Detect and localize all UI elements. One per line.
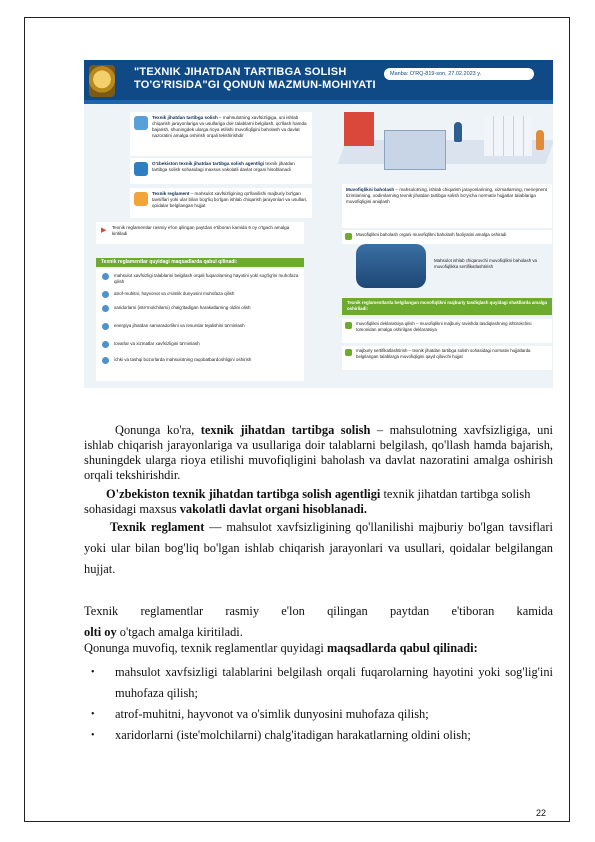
card-lead: O'zbekiston texnik jihatdan tartibga solish agentligi: [152, 161, 265, 166]
red-machine-illustration: [344, 112, 374, 146]
agency-card: [130, 158, 312, 184]
building-icon: [134, 162, 148, 176]
goal-item: [96, 273, 304, 284]
goal-text: atrof-muhitni, hayvonot va o'simlik dunyosini muhofaza qilish: [114, 291, 235, 296]
goal-item: [96, 341, 304, 347]
card-lead: Texnik reglament: [152, 191, 190, 196]
card-body: – mahsulot xavfsizligining qo'llanilishi majburiy bo'lgan tavsiflari yoki ular bilan bog'liq bo'lgan ishlab chiqarish jarayonlari va usullari, qoidalar belgilangan hujjat: [152, 191, 308, 208]
lab-worker-icon: [134, 116, 148, 130]
paragraph-goals-intro: [84, 641, 553, 656]
declaration-card: [342, 319, 552, 343]
goal-icon: [102, 341, 109, 348]
text-run: o'tgach amalga kiritiladi.: [116, 625, 243, 639]
paragraph-six-months: [84, 601, 553, 643]
bold-term: vakolatli davlat organi hisoblanadi.: [179, 502, 367, 516]
goal-item: [96, 305, 304, 311]
goal-item: [96, 291, 304, 297]
goals-bullet-list: [84, 662, 553, 746]
page-number: 22: [536, 808, 547, 818]
goal-item: [96, 357, 304, 363]
text-run: Qonunga muvofiq, texnik reglamentlar quyidagi: [84, 641, 327, 655]
bold-term: Texnik reglament: [110, 520, 205, 534]
note-text: Mahsulot ishlab chiqaruvchi muvofiqlikni baholash va muvofiqlikka sertifikatlashtirish: [434, 258, 537, 269]
note-text: Muvofiqlikni baholash organi muvofiqlikni baholash faoliyatini amalga oshiradi: [356, 232, 507, 237]
goal-text: ichki va tashqi bozorlarda mahsulotning raqobatbardoshligini oshirish: [114, 357, 252, 362]
bold-term: O'zbekiston texnik jihatdan tartibga solish agentligi: [106, 487, 381, 501]
goal-icon: [102, 273, 109, 280]
list-item: • xaridorlarni (iste'molchilarni) chalg'itadigan harakatlarning oldini olish;: [84, 725, 553, 746]
goal-icon: [102, 323, 109, 330]
check-icon: [345, 322, 352, 329]
card-lead: Texnik jihatdan tartibga solish: [152, 115, 218, 120]
goal-icon: [102, 305, 109, 312]
list-item: • atrof-muhitni, hayvonot va o'simlik dunyosini muhofaza qilish;: [84, 704, 553, 725]
definition-card: [130, 112, 312, 156]
worker-icon: [134, 192, 148, 206]
card-body: – mahsulotning, ishlab chiqarish jarayonlarining, xizmatlarning, menejment tizimlarining, xodimlarning texnik jihatdan tartibga solish bo'yicha normativ hujjatlar talablariga muvofiqligini aniqlash: [346, 187, 547, 204]
check-icon: [345, 349, 352, 356]
bold-term: olti oy: [84, 625, 117, 639]
goal-text: xaridorlarni (iste'molchilarni) chalg'itadigan harakatlarning oldini olish: [114, 305, 251, 310]
card-body: – mahsulotning xavfsizligiga, uni ishlab chiqarish jarayonlariga va usullariga doir talablarni belgilash, qo'llash hamda bajarish, shuningdek ularga rioya etilishi muvofiqligini baholash va davlat nazoratini amalga oshirish orqali tekshirishdir: [152, 115, 307, 138]
note-text: Texnik reglamentlar rasmiy e'lon qilingan paytdan e'tiboran kamida 6 oy o'tgach amalga kiritiladi: [112, 225, 290, 236]
goals-list: [96, 269, 304, 381]
note-conformity-body: [342, 230, 552, 244]
factory-machine-illustration: [384, 130, 446, 170]
confirmation-banner: Texnik reglamentlarda belgilangan muvofiqlikni majburiy tasdiqlash quyidagi shakllarda amalga oshiriladi:: [342, 298, 552, 315]
goals-banner: Texnik reglamentlar quyidagi maqsadlarda qabul qilinadi:: [96, 258, 304, 267]
note-manufacturer: [430, 256, 552, 280]
worker-figure-icon: [536, 130, 544, 150]
goal-text: mahsulot xavfsizligi talablarini belgilash orqali fuqarolarning hayotini yoki sog'lig'ini muhofaza qilish: [114, 273, 299, 284]
regulation-card: [130, 188, 312, 218]
turbine-illustration: [356, 244, 426, 288]
certification-card: [342, 346, 552, 370]
goal-text: energiya jihatdan samaradorlikni va resurslar tejalishini ta'minlash: [114, 323, 245, 328]
goal-icon: [102, 291, 109, 298]
state-emblem-icon: [89, 65, 115, 97]
infographic-title: "TEXNIK JIHATDAN TARTIBGA SOLISH TO'G'RISIDA"GI QONUN MAZMUN-MOHIYATI: [134, 66, 376, 91]
paragraph-definition: [84, 423, 553, 483]
text-run: — mahsulot xavfsizligining qo'llanilishi majburiy bo'lgan tavsiflari yoki ular bilan bog'liq bo'lgan ishlab chiqarish jarayonlari va usullari, qoidalar belgilangan hujjat.: [84, 520, 553, 576]
text-run: texnik jihatdan tartibga solish sohasidagi maxsus: [84, 487, 531, 516]
form-text: muvofiqlikni deklaratsiya qilish – muvofiqlikni majburiy ravishda tasdiqlashning ishtirokchisi tomonidan amalga oshirilgan deklaratsiya: [356, 321, 532, 332]
text-run: Qonunga ko'ra,: [115, 423, 201, 437]
card-lead: Muvofiqlikni baholash: [346, 187, 395, 192]
arrow-icon: ▶: [101, 227, 107, 234]
text-run: – mahsulotning xavfsizligiga, uni ishlab chiqarish jarayonlariga va usullariga doir talablarni belgilash, qo'llash hamda bajarish, shuningdek ularga rioya etilishi muvofiqligini baholash va davlat nazoratini amalga oshirish orqali tekshirishdir.: [84, 423, 553, 482]
boxes-illustration: [484, 116, 532, 156]
bold-term: maqsadlarda qabul qilinadi:: [326, 641, 478, 655]
header-accent-bar: [84, 100, 553, 104]
goal-icon: [102, 357, 109, 364]
note-six-months: [96, 222, 304, 244]
text-run: Texnik reglamentlar rasmiy e'lon qilingan paytdan e'tiboran kamida: [84, 604, 553, 618]
worker-figure-icon: [454, 122, 462, 142]
goal-text: tovarlar va xizmatlar xavfsizligini ta'minlash: [114, 341, 200, 346]
paragraph-agency: [84, 487, 553, 517]
list-item: • mahsulot xavfsizligi talablarini belgilash orqali fuqarolarning hayotini yoki sog'lig'ini muhofaza qilish;: [84, 662, 553, 704]
card-body: texnik jihatdan tartibga solish sohasidagi maxsus vakolatli davlat organi hisoblanadi: [152, 161, 295, 172]
check-icon: [345, 233, 352, 240]
paragraph-regulation: [84, 517, 553, 580]
infographic: [84, 60, 553, 388]
source-badge: Manba: O'RQ-819-son, 27.02.2023 y.: [384, 68, 534, 80]
form-text: majburiy sertifikatlashtirish – texnik jihatdan tartibga solish sohasidagi normativ hujjatlarda belgilangan talablarga muvofiqligini qayd qiluvchi hujjat: [356, 348, 531, 359]
bold-term: texnik jihatdan tartibga solish: [200, 423, 371, 437]
conformity-card: [342, 184, 552, 228]
goal-item: [96, 323, 304, 329]
